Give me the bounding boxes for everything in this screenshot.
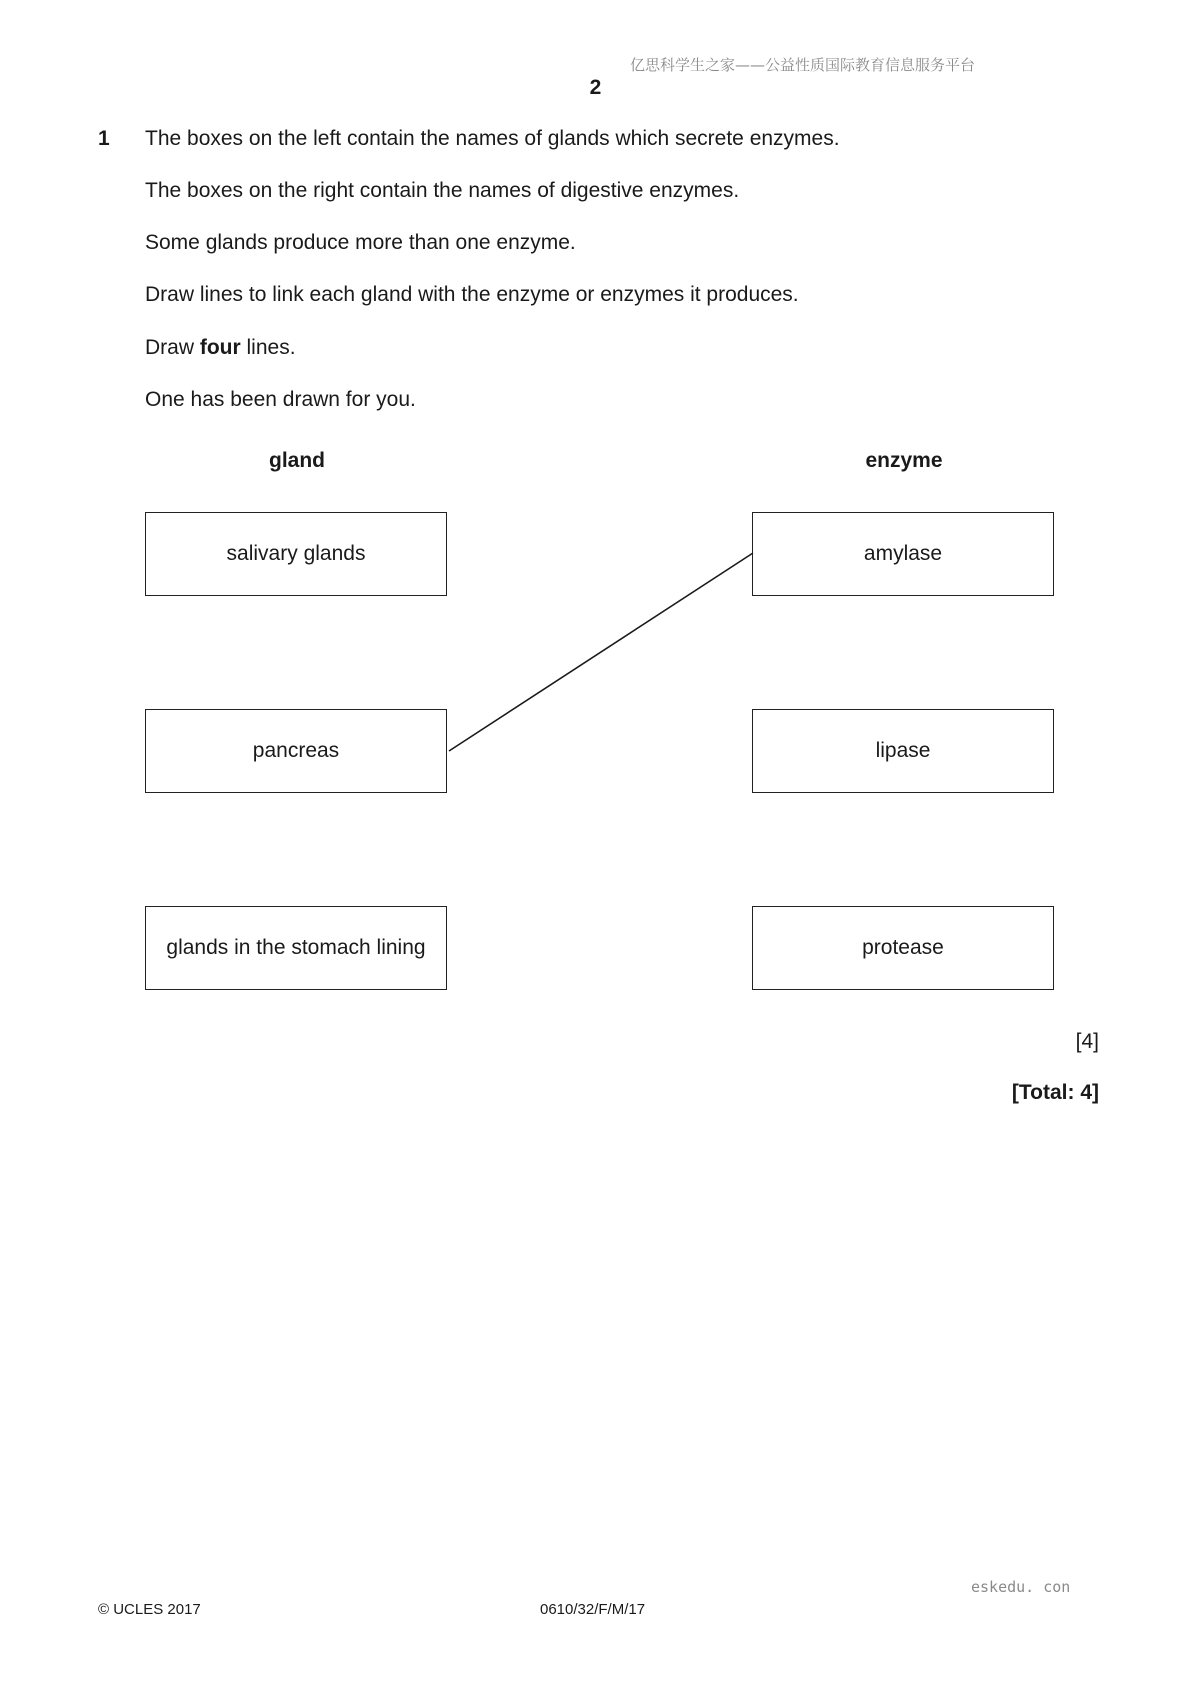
- gland-box-stomach-lining[interactable]: glands in the stomach lining: [145, 906, 447, 990]
- enzyme-column-heading: enzyme: [865, 449, 943, 472]
- copyright: © UCLES 2017: [98, 1601, 201, 1618]
- gland-box-salivary[interactable]: salivary glands: [145, 512, 447, 596]
- total-marks: [Total: 4]: [1011, 1081, 1099, 1104]
- question-text-line: Draw lines to link each gland with the enzyme or enzymes it produces.: [145, 283, 799, 306]
- enzyme-box-lipase[interactable]: lipase: [752, 709, 1054, 793]
- footer-watermark: eskedu. con: [971, 1578, 1071, 1596]
- question-text-line: The boxes on the left contain the names of glands which secrete enzymes.: [145, 127, 840, 150]
- gland-box-pancreas[interactable]: pancreas: [145, 709, 447, 793]
- page-number: 2: [589, 76, 602, 99]
- enzyme-box-protease[interactable]: protease: [752, 906, 1054, 990]
- paper-code: 0610/32/F/M/17: [540, 1601, 646, 1618]
- enzyme-box-amylase[interactable]: amylase: [752, 512, 1054, 596]
- draw-suffix: lines.: [240, 336, 296, 359]
- draw-count: four: [199, 336, 241, 359]
- example-note: One has been drawn for you.: [145, 388, 416, 411]
- question-text-line: Some glands produce more than one enzyme.: [145, 231, 576, 254]
- question-number: 1: [98, 127, 110, 150]
- question-text-line: The boxes on the right contain the names of digestive enzymes.: [145, 179, 740, 202]
- header-watermark: 亿思科学生之家——公益性质国际教育信息服务平台: [629, 56, 975, 74]
- example-link-line: [449, 553, 753, 751]
- draw-prefix: Draw: [145, 336, 200, 359]
- part-marks: [4]: [1075, 1030, 1099, 1053]
- gland-column-heading: gland: [269, 449, 325, 472]
